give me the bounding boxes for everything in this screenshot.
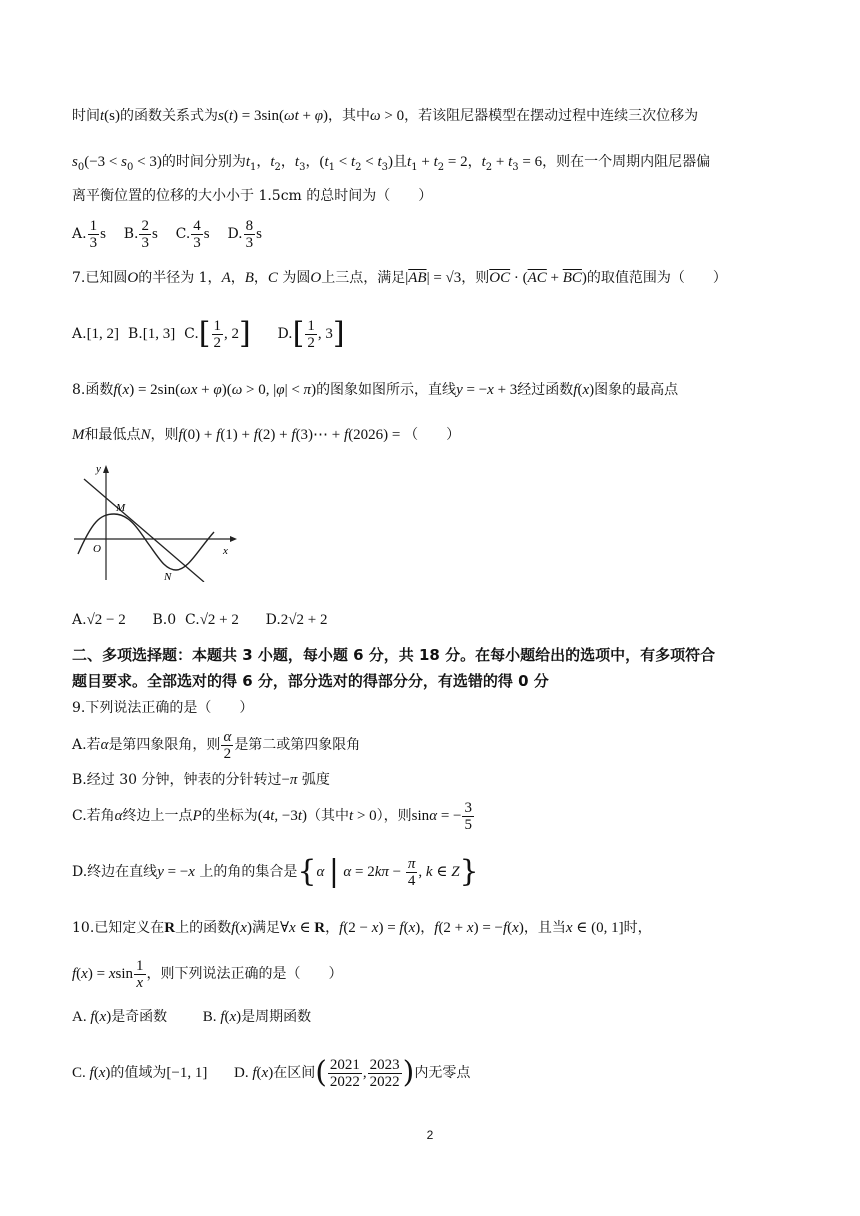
sine-curve <box>78 514 214 570</box>
q6-text-a: 时间 <box>72 108 100 124</box>
q9-d-text2: 上的角的集合是 <box>199 864 298 880</box>
graph-label-y: y <box>96 463 101 475</box>
q8-text-f: ，则 <box>150 427 179 443</box>
q10-options-ab: A. f(x)是奇函数 B. f(x)是周期函数 <box>72 1009 312 1025</box>
x-axis-arrow <box>230 536 237 542</box>
q9-a-text3: 是第二或第四象限角 <box>234 737 361 753</box>
q10-text-e: ，则下列说法正确的是（ ） <box>146 966 343 982</box>
section2-heading-line2: 题目要求。全部选对的得 6 分，部分选对的得部分分，有选错的得 0 分 <box>72 672 549 690</box>
q6-text-b: 的函数关系式为 <box>120 108 218 124</box>
q6-text-e: 的时间分别为 <box>161 154 246 170</box>
q6-text-g: ， <box>467 154 482 170</box>
q8-text-e: 和最低点 <box>84 427 141 443</box>
q7-options: A.[1, 2] B.[1, 3] C.[ $\frac{1}{2}$ , 2] D.[ $\frac{1}{2}$ , 3] <box>72 316 345 351</box>
q7-option-c: C. <box>184 326 199 342</box>
graph-label-origin: O <box>93 543 101 555</box>
q9-a-text2: 是第四象限角，则 <box>108 737 221 753</box>
q6-line2: $s_0(-3 < s_0 < 3)$的时间分别为$t_1$，$t_2$，$t_3$，$(t_1 < t_2 < t_3)$且$t_1 + t_2 = 2$，$t_2 + t_3 = 6$，则在一个周期内阻尼器偏 <box>72 154 711 173</box>
q8-option-c: C. <box>185 612 200 628</box>
q6-text-h: ，则在一个周期内阻尼器偏 <box>542 154 711 170</box>
q6-option-d: D. <box>227 226 243 242</box>
q9-c-text5: ），则 <box>376 808 412 824</box>
page-number: 2 <box>426 1128 434 1142</box>
q10-option-c: 的值域为 <box>110 1065 167 1081</box>
q8-text-b: 的图象如图所示，直线 <box>316 382 457 398</box>
q8-function-graph <box>72 462 242 582</box>
graph-label-x: x <box>223 545 228 557</box>
q9-option-a: A.若α是第四象限角，则 $\frac{\alpha}{2}$ 是第二或第四象限角 <box>72 728 361 762</box>
q8-option-b: B.0 <box>152 612 177 628</box>
q9-c-text1: C.若角 <box>72 808 115 824</box>
q9-c-text3: 的坐标为 <box>201 808 258 824</box>
graph-label-n: N <box>164 571 172 582</box>
q6-text-c: ，其中 <box>328 108 371 124</box>
q9-d-text1: D.终边在直线 <box>72 864 158 880</box>
q6-option-b: B. <box>123 226 139 242</box>
section2-heading-line1: 二、多项选择题：本题共 3 小题，每小题 6 分，共 18 分。在每小题给出的选项中，有多项符合 <box>72 646 716 664</box>
q8-stem: 8.函数f(x) = 2sin(ωx + φ)(ω > 0, |φ| < π)的图象如图所示，直线y = −x + 3经过函数f(x)图象的最高点 <box>72 382 679 398</box>
q10-options-cd: C. f(x)的值域为[−1, 1] D. f(x)在区间( $\frac{2021}{2022}$ , $\frac{2023}{2022}$ )内无零点 <box>72 1055 471 1090</box>
q10-line2: f(x) = xsin $\frac{1}{x}$ ，则下列说法正确的是（ ） <box>72 957 343 991</box>
q6-text-f: 且 <box>393 154 408 170</box>
q8-options: A.√2 − 2 B.0 C.√2 + 2 D.2√2 + 2 <box>72 612 328 628</box>
q6-options: A. $\frac{1}{3}$ s B. $\frac{2}{3}$ s C. $\frac{4}{3}$ s D. $\frac{8}{3}$ s <box>72 217 262 251</box>
q8-line2: M和最低点N，则f(0) + f(1) + f(2) + f(3)⋯ + f(2026) = （ ） <box>72 427 461 443</box>
q6-option-a: A. <box>72 226 87 242</box>
q7-text-f: 的取值范围为（ ） <box>586 270 727 286</box>
q8-text-d: 图象的最高点 <box>594 382 679 398</box>
q8-option-a: A. <box>72 612 87 628</box>
q10-option-b: 是周期函数 <box>241 1009 312 1025</box>
q10-option-a: 是奇函数 <box>111 1009 168 1025</box>
q7-stem: 7.已知圆O的半径为 1，A，B，C 为圆O上三点，满足$|\overline{AB}| = √3$，则$\overline{OC} \cdot (\overline{AC} + \overline{BC})$的取值范围为（ ） <box>72 270 727 286</box>
q7-text-c: 为圆 <box>282 270 311 286</box>
q9-b-text2: 弧度 <box>301 772 330 788</box>
q8-text-g: （ ） <box>404 427 461 443</box>
q7-option-b: B. <box>127 326 143 342</box>
q9-option-d: D.终边在直线y = −x 上的角的集合是{α | α = 2kπ − $\frac{\pi}{4}$ , k ∈ Z} <box>72 854 479 889</box>
q9-option-c: C.若角α终边上一点P的坐标为(4t, −3t)（其中t > 0），则sinα = − $\frac{3}{5}$ <box>72 799 472 833</box>
q9-stem: 9.下列说法正确的是（ ） <box>72 700 254 716</box>
q9-option-b: B.经过 30 分钟，钟表的分针转过−π 弧度 <box>72 772 330 788</box>
q6-text-d: ，若该阻尼器模型在摆动过程中连续三次位移为 <box>404 108 699 124</box>
q7-text-e: ，则 <box>461 270 490 286</box>
q9-b-text: B.经过 30 分钟，钟表的分针转过 <box>72 772 282 788</box>
q10-option-d-tail: 内无零点 <box>414 1065 471 1081</box>
q9-a-text1: A.若 <box>72 737 101 753</box>
q10-text-b: 上的函数 <box>175 920 232 936</box>
y-axis-arrow <box>103 465 109 473</box>
q7-option-a: A. <box>72 326 87 342</box>
line-y-neg-x-plus-3 <box>84 479 204 582</box>
q10-text-d: 时， <box>623 920 652 936</box>
q9-c-text2: 终边上一点 <box>122 808 193 824</box>
q8-text-c: 经过函数 <box>517 382 574 398</box>
q10-stem: 10.已知定义在R上的函数f(x)满足∀x ∈ R，f(2 − x) = f(x)，f(2 + x) = −f(x)，且当x ∈ (0, 1]时， <box>72 920 652 936</box>
q10-text-c: 满足 <box>251 920 280 936</box>
q8-option-d: D. <box>265 612 281 628</box>
q10-option-d: 在区间 <box>273 1065 316 1081</box>
graph-label-m: M <box>116 502 126 514</box>
q6-option-c: C. <box>175 226 191 242</box>
q7-option-d: D. <box>277 326 293 342</box>
q8-text-a: 8.函数 <box>72 382 114 398</box>
q7-text-a: 7.已知圆 <box>72 270 128 286</box>
q10-text-a: 10.已知定义在 <box>72 920 165 936</box>
q9-c-text4: （其中 <box>307 808 350 824</box>
q6-line1: 时间t(s)的函数关系式为s(t) = 3sin(ωt + φ)，其中ω > 0，若该阻尼器模型在摆动过程中连续三次位移为 <box>72 108 699 124</box>
q7-text-b: 的半径为 1， <box>138 270 222 286</box>
q7-text-d: 上三点，满足 <box>321 270 406 286</box>
q6-line3: 离平衡位置的位移的大小小于 1.5cm 的总时间为（ ） <box>72 188 433 204</box>
